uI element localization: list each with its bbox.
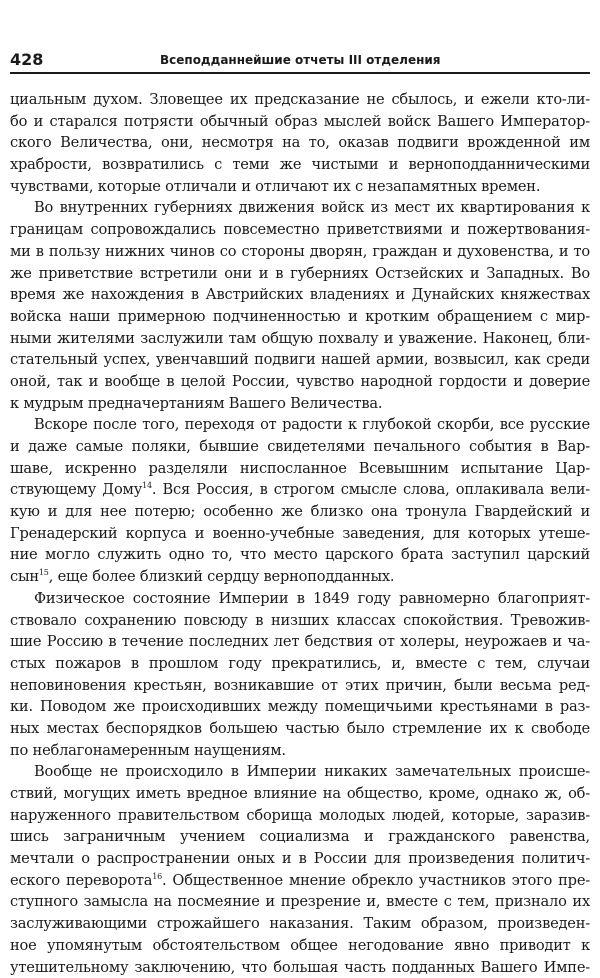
line-text: время же нахождения в Австрийских владениях и Дунайских княжествах bbox=[10, 286, 590, 303]
text-line bbox=[10, 740, 590, 762]
line-text: еского переворота bbox=[10, 872, 152, 889]
text-line bbox=[10, 696, 590, 718]
text-line bbox=[10, 805, 590, 827]
line-text: ского Величества, они, несмотря на то, оказав подвиги врожденной им bbox=[10, 134, 590, 151]
text-line bbox=[10, 263, 590, 285]
line-text: шись заграничным учением социализма и гражданского равенства, bbox=[10, 828, 590, 845]
text-line bbox=[10, 284, 590, 306]
text-line bbox=[10, 631, 590, 653]
text-line bbox=[10, 197, 590, 219]
text-line bbox=[10, 458, 590, 480]
line-text: храбрости, возвратились с теми же чистыми и верноподданническими bbox=[10, 156, 590, 173]
text-line bbox=[10, 219, 590, 241]
text-line bbox=[10, 653, 590, 675]
text-line bbox=[10, 761, 590, 783]
text-line bbox=[10, 479, 590, 501]
line-text-continued: . Общественное мнение обрекло участников этого пре- bbox=[162, 872, 590, 889]
text-line bbox=[10, 848, 590, 870]
text-line bbox=[10, 675, 590, 697]
text-line bbox=[10, 826, 590, 848]
line-text: ное упомянутым обстоятельством общее негодование явно приводит к bbox=[10, 937, 590, 954]
line-text: Физическое состояние Империи в 1849 году равномерно благоприят- bbox=[34, 590, 590, 607]
line-text: чувствами, которые отличали и отличают их с незапамятных времен. bbox=[10, 178, 540, 195]
line-text: стательный успех, увенчавший подвиги нашей армии, возвысил, как среди bbox=[10, 351, 590, 368]
line-text: ступного замысла на посмеяние и презрение и, вместе с тем, признало их bbox=[10, 893, 590, 910]
page-header bbox=[10, 50, 588, 72]
line-text: границам сопровождались повсеместно приветствиями и пожертвования- bbox=[10, 221, 590, 238]
paragraph bbox=[10, 89, 590, 197]
line-text: кую и для нее потерю; особенно же близко она тронула Гвардейский и bbox=[10, 503, 590, 520]
text-line bbox=[10, 913, 590, 935]
line-text: и даже самые поляки, бывшие свидетелями печального события в Вар- bbox=[10, 438, 590, 455]
text-line bbox=[10, 111, 590, 133]
text-line bbox=[10, 436, 590, 458]
paragraph bbox=[10, 588, 590, 762]
paragraph bbox=[10, 197, 590, 414]
text-line bbox=[10, 176, 590, 198]
line-text: оной, так и вообще в целой России, чувство народной гордости и доверие bbox=[10, 373, 590, 390]
text-line bbox=[10, 566, 590, 588]
line-text: Вообще не происходило в Империи никаких замечательных происше- bbox=[34, 763, 590, 780]
text-line bbox=[10, 610, 590, 632]
text-line bbox=[10, 870, 590, 892]
text-line bbox=[10, 89, 590, 111]
footnote-marker[interactable]: 15 bbox=[39, 568, 49, 577]
line-text: стых пожаров в прошлом году прекратились, и, вместе с тем, случаи bbox=[10, 655, 590, 672]
text-line bbox=[10, 957, 590, 978]
line-text: ки. Поводом же происходивших между помещичьими крестьянами в раз- bbox=[10, 698, 590, 715]
header-divider bbox=[10, 72, 590, 74]
text-line bbox=[10, 588, 590, 610]
text-line bbox=[10, 935, 590, 957]
line-text: шаве, искренно разделяли ниспосланное Всевышним испытание Цар- bbox=[10, 460, 590, 477]
page-number: 428 bbox=[10, 50, 43, 70]
text-line bbox=[10, 154, 590, 176]
body-text bbox=[10, 89, 590, 978]
text-line bbox=[10, 393, 590, 415]
text-line bbox=[10, 718, 590, 740]
line-text: же приветствие встретили они и в губерниях Остзейских и Западных. Во bbox=[10, 265, 590, 282]
text-line bbox=[10, 544, 590, 566]
paragraph bbox=[10, 761, 590, 978]
line-text: Гренадерский корпуса и военно-учебные заведения, для которых утеше- bbox=[10, 525, 590, 542]
line-text-continued: , еще более близкий сердцу верноподданных. bbox=[49, 568, 395, 585]
line-text: бо и старался потрясти обычный образ мыслей войск Вашего Император- bbox=[10, 113, 590, 130]
line-text: заслуживающими строжайшего наказания. Таким образом, произведен- bbox=[10, 915, 590, 932]
line-text: циальным духом. Зловещее их предсказание не сбылось, и ежели кто-ли- bbox=[10, 91, 590, 108]
line-text: утешительному заключению, что большая часть подданных Вашего Импе- bbox=[10, 959, 590, 976]
line-text: сын bbox=[10, 568, 39, 585]
text-line bbox=[10, 349, 590, 371]
text-line bbox=[10, 132, 590, 154]
line-text: ствовало сохранению повсюду в низших классах спокойствия. Тревожив- bbox=[10, 612, 590, 629]
line-text: ных местах беспорядков большею частью было стремление их к свободе bbox=[10, 720, 590, 737]
line-text: ние могло служить одно то, что место царского брата заступил царский bbox=[10, 546, 590, 563]
text-line bbox=[10, 371, 590, 393]
text-line bbox=[10, 414, 590, 436]
running-title: Всеподданнейшие отчеты III отделения bbox=[160, 52, 441, 68]
line-text: наруженного правительством сборища молодых людей, которые, заразив- bbox=[10, 807, 590, 824]
line-text: по неблагонамеренным наущениям. bbox=[10, 742, 286, 759]
text-line bbox=[10, 328, 590, 350]
paragraph bbox=[10, 414, 590, 588]
line-text-continued: . Вся Россия, в строгом смысле слова, оплакивала вели- bbox=[152, 481, 590, 498]
text-line bbox=[10, 891, 590, 913]
text-line bbox=[10, 523, 590, 545]
line-text: ствий, могущих иметь вредное влияние на общество, кроме, однако ж, об- bbox=[10, 785, 590, 802]
line-text: шие Россию в течение последних лет бедствия от холеры, неурожаев и ча- bbox=[10, 633, 590, 650]
footnote-marker[interactable]: 16 bbox=[152, 872, 162, 881]
footnote-marker[interactable]: 14 bbox=[142, 482, 152, 491]
line-text: ными жителями заслужили там общую похвалу и уважение. Наконец, бли- bbox=[10, 330, 590, 347]
text-line bbox=[10, 306, 590, 328]
line-text: войска наши примерною подчиненностью и кротким обращением с мир- bbox=[10, 308, 590, 325]
text-line bbox=[10, 501, 590, 523]
text-line bbox=[10, 783, 590, 805]
line-text: ствующему Дому bbox=[10, 481, 142, 498]
line-text: Во внутренних губерниях движения войск из мест их квартирования к bbox=[34, 199, 590, 216]
line-text: ми в пользу нижних чинов со стороны дворян, граждан и духовенства, и то bbox=[10, 243, 590, 260]
line-text: неповиновения крестьян, возникавшие от этих причин, были весьма ред- bbox=[10, 677, 590, 694]
line-text: к мудрым предначертаниям Вашего Величества. bbox=[10, 395, 382, 412]
line-text: Вскоре после того, переходя от радости к глубокой скорби, все русские bbox=[34, 416, 590, 433]
line-text: мечтали о распространении оных и в России для произведения политич- bbox=[10, 850, 590, 867]
text-line bbox=[10, 241, 590, 263]
